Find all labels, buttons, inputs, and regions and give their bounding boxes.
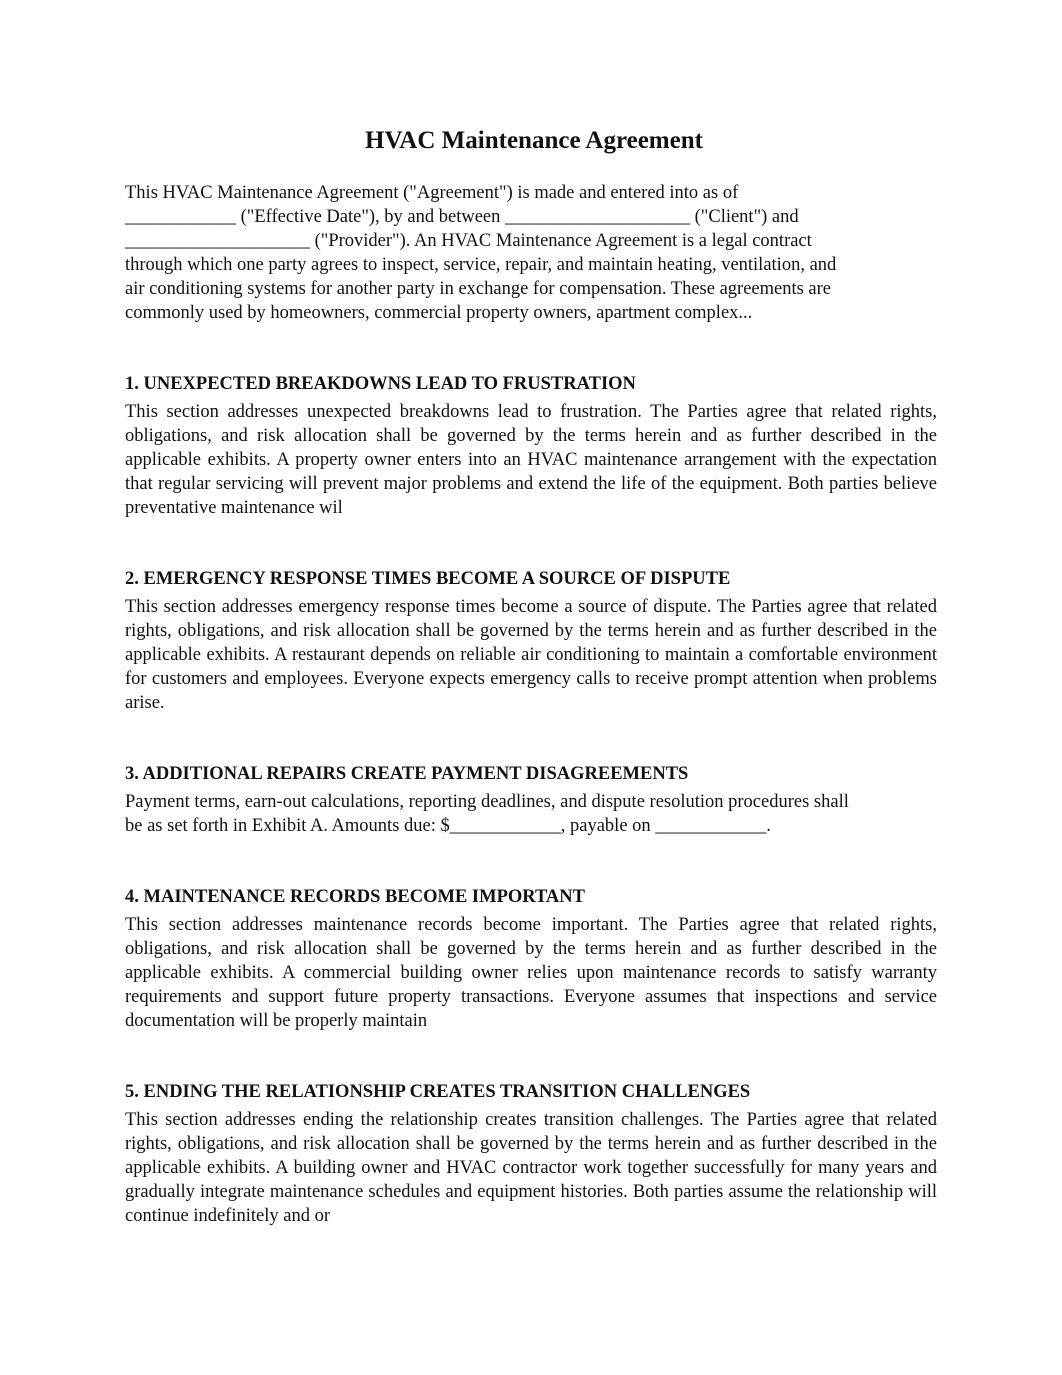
section-body: This section addresses ending the relationship creates transition challenges. The Parties agree that related rights, obligations, and risk allocation shall be governed by the terms herein and as further described in the applicable exhibits. A building owner and HVAC contractor work together successfully for many years and gradually integrate maintenance schedules and equipment histories. Both parties assume the relationship will continue indefinitely and or	[125, 1110, 937, 1226]
intro-line: ____________________ ("Provider"). An HVAC Maintenance Agreement is a legal contract	[125, 231, 812, 251]
intro-line: commonly used by homeowners, commercial property owners, apartment complex...	[125, 303, 753, 323]
section-heading: 2. EMERGENCY RESPONSE TIMES BECOME A SOURCE OF DISPUTE	[125, 569, 731, 589]
section-4	[125, 885, 937, 1033]
document-content	[125, 122, 937, 1275]
section-body-line: Payment terms, earn-out calculations, reporting deadlines, and dispute resolution procedures shall	[125, 792, 849, 812]
intro-line: ____________ ("Effective Date"), by and between ____________________ ("Client") and	[125, 207, 799, 227]
section-body-line: be as set forth in Exhibit A. Amounts due: $____________, payable on ____________.	[125, 816, 771, 836]
intro-line: This HVAC Maintenance Agreement ("Agreement") is made and entered into as of	[125, 183, 739, 203]
intro-paragraph	[125, 181, 937, 325]
section-body: This section addresses emergency response times become a source of dispute. The Parties agree that related rights, obligations, and risk allocation shall be governed by the terms herein and as further described in the applicable exhibits. A restaurant depends on reliable air conditioning to maintain a comfortable environment for customers and employees. Everyone expects emergency calls to receive prompt attention when problems arise.	[125, 597, 937, 713]
section-heading: 5. ENDING THE RELATIONSHIP CREATES TRANSITION CHALLENGES	[125, 1082, 751, 1102]
section-1	[125, 372, 937, 520]
section-5	[125, 1080, 937, 1228]
intro-line: air conditioning systems for another party in exchange for compensation. These agreements are	[125, 279, 832, 299]
section-2	[125, 567, 937, 715]
section-heading: 3. ADDITIONAL REPAIRS CREATE PAYMENT DISAGREEMENTS	[125, 764, 689, 784]
section-heading: 4. MAINTENANCE RECORDS BECOME IMPORTANT	[125, 887, 585, 907]
section-body: This section addresses unexpected breakdowns lead to frustration. The Parties agree that related rights, obligations, and risk allocation shall be governed by the terms herein and as further described in the applicable exhibits. A property owner enters into an HVAC maintenance arrangement with the expectation that regular servicing will prevent major problems and extend the life of the equipment. Both parties believe preventative maintenance wil	[125, 402, 937, 518]
section-body: This section addresses maintenance records become important. The Parties agree that related rights, obligations, and risk allocation shall be governed by the terms herein and as further described in the applicable exhibits. A commercial building owner relies upon maintenance records to satisfy warranty requirements and support future property transactions. Everyone assumes that inspections and service documentation will be properly maintain	[125, 915, 937, 1031]
intro-line: through which one party agrees to inspect, service, repair, and maintain heating, ventilation, and	[125, 255, 837, 275]
document-title: HVAC Maintenance Agreement	[365, 127, 703, 154]
section-3	[125, 762, 937, 838]
section-heading: 1. UNEXPECTED BREAKDOWNS LEAD TO FRUSTRATION	[125, 374, 636, 394]
section-body	[125, 790, 937, 838]
